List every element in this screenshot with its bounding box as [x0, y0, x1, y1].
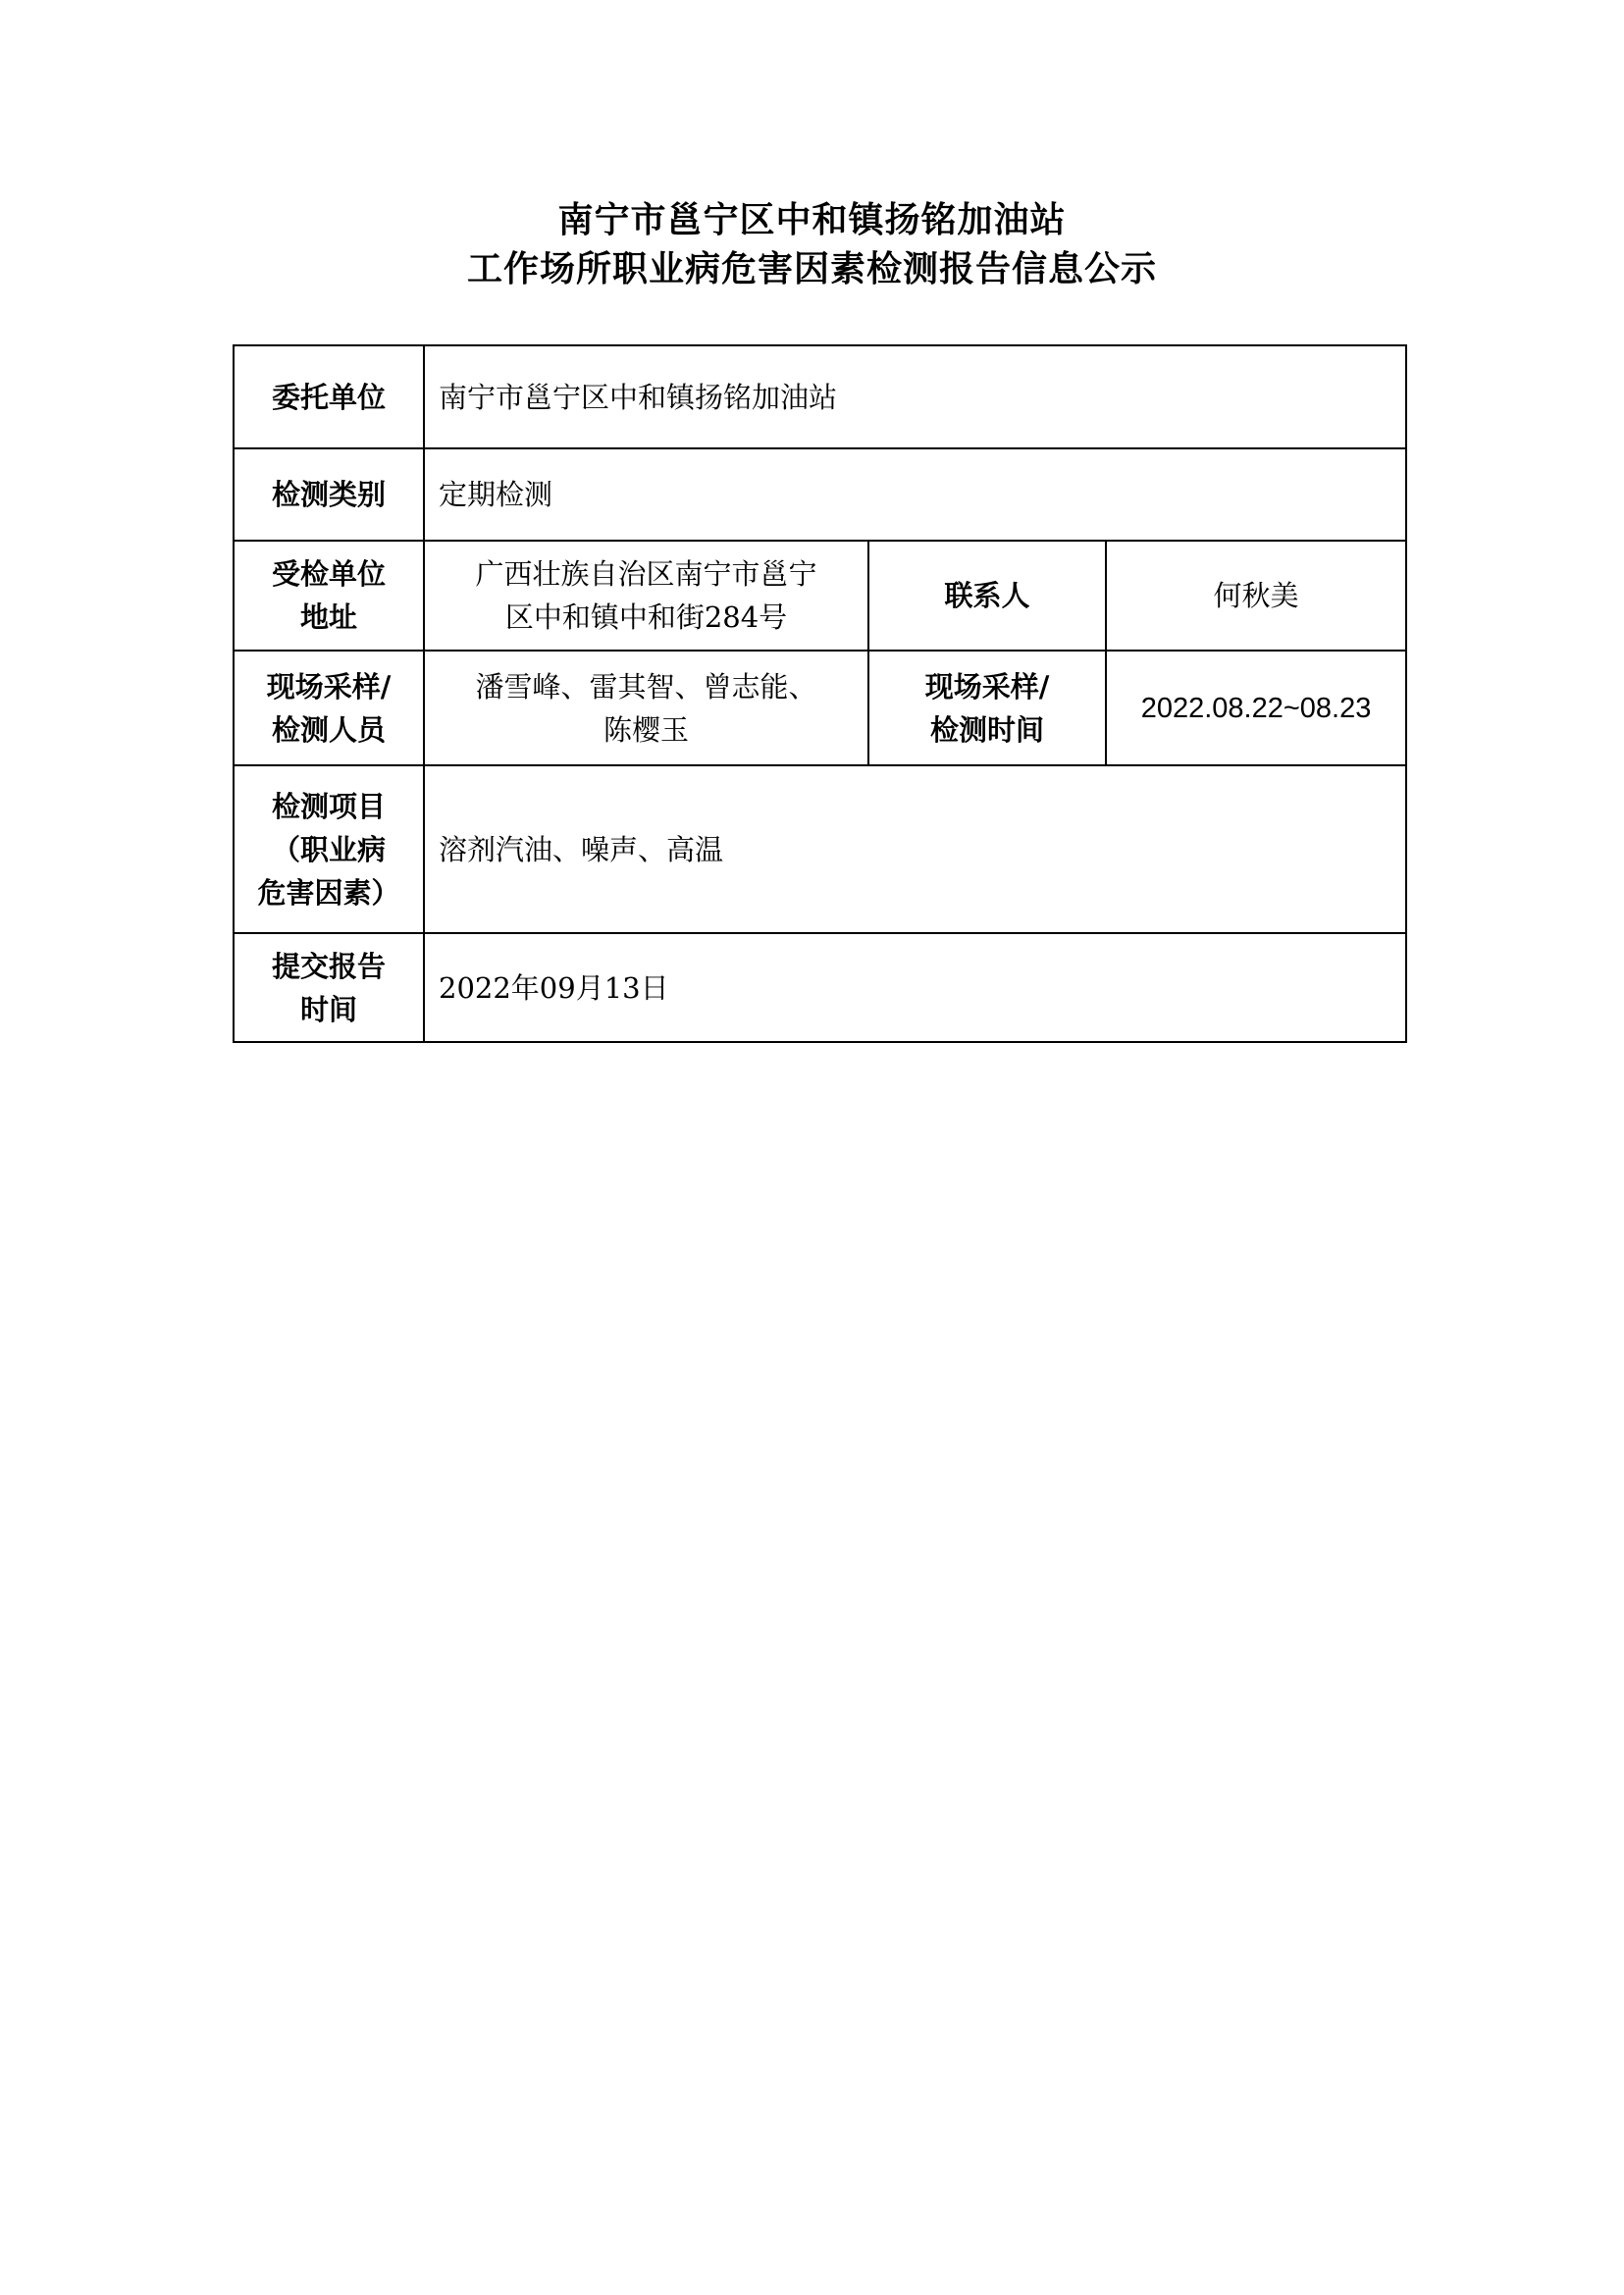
time-label-line-2: 检测时间	[929, 712, 1044, 747]
address-label-line-1: 受检单位	[271, 557, 386, 591]
staff-label-line-1: 现场采样/	[266, 669, 392, 704]
submit-label-line-2: 时间	[299, 992, 357, 1026]
time-label-line-1: 现场采样/	[924, 669, 1050, 704]
table-row-client	[234, 345, 1406, 448]
submit-label-line-1: 提交报告	[271, 949, 386, 983]
items-label-line-2: （职业病	[271, 832, 386, 866]
table-row-submit	[234, 933, 1406, 1042]
test-type-value: 定期检测	[424, 448, 1406, 541]
table-row-test-type	[234, 448, 1406, 541]
address-label	[234, 541, 424, 651]
info-table	[233, 344, 1407, 1043]
submit-label	[234, 933, 424, 1042]
items-label-line-3: 危害因素）	[257, 875, 400, 910]
table-row-items	[234, 765, 1406, 933]
client-label: 委托单位	[234, 345, 424, 448]
staff-label-line-2: 检测人员	[271, 712, 386, 747]
title-line-2: 工作场所职业病危害因素检测报告信息公示	[466, 249, 1157, 289]
items-value: 溶剂汽油、噪声、高温	[424, 765, 1406, 933]
staff-value	[424, 651, 868, 765]
client-value: 南宁市邕宁区中和镇扬铭加油站	[424, 345, 1406, 448]
items-label	[234, 765, 424, 933]
submit-value: 2022年09月13日	[424, 933, 1406, 1042]
address-value-line-2: 区中和镇中和街284号	[504, 600, 788, 634]
table-row-staff	[234, 651, 1406, 765]
contact-value: 何秋美	[1106, 541, 1406, 651]
staff-value-line-2: 陈樱玉	[602, 712, 689, 747]
test-type-label: 检测类别	[234, 448, 424, 541]
time-label	[868, 651, 1106, 765]
address-label-line-2: 地址	[299, 600, 357, 634]
address-value	[424, 541, 868, 651]
table-row-address	[234, 541, 1406, 651]
staff-label	[234, 651, 424, 765]
title-line-1: 南宁市邕宁区中和镇扬铭加油站	[557, 200, 1067, 240]
time-value: 2022.08.22~08.23	[1106, 651, 1406, 765]
items-label-line-1: 检测项目	[271, 789, 386, 823]
contact-label: 联系人	[868, 541, 1106, 651]
document-title	[0, 196, 1624, 294]
staff-value-line-1: 潘雪峰、雷其智、曾志能、	[475, 669, 817, 704]
address-value-line-1: 广西壮族自治区南宁市邕宁	[475, 557, 817, 591]
